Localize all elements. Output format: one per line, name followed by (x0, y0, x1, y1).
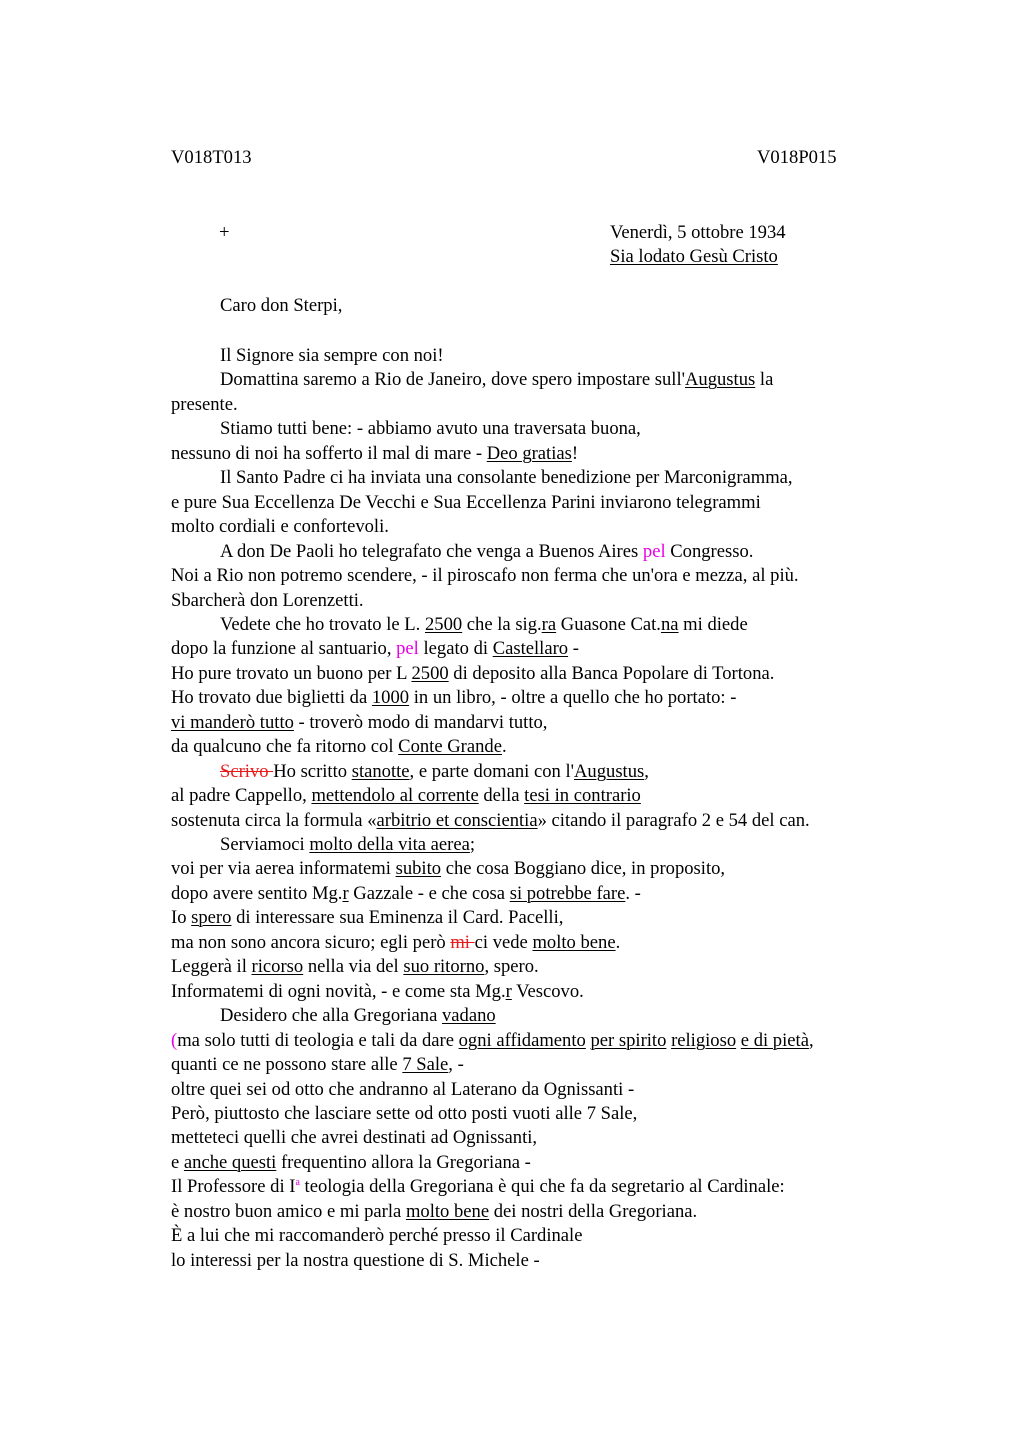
underlined-text: 1000 (371, 687, 410, 709)
underlined-text: vadano (441, 1005, 496, 1027)
text-segment: la (755, 369, 774, 391)
text-segment: oltre quei sei od otto che andranno al Laterano da Ognissanti - (171, 1078, 635, 1100)
letter-line (171, 1151, 531, 1175)
underlined-text: 2500 (424, 613, 463, 635)
letter-line (171, 980, 584, 1004)
text-segment: a (295, 1177, 300, 1189)
text-segment: ( (171, 1029, 178, 1051)
letter-line (171, 955, 539, 979)
underlined-text: suo ritorno (403, 956, 485, 978)
letter-line (171, 882, 641, 906)
text-segment: legato di (418, 638, 493, 660)
letter-line (171, 1175, 785, 1199)
text-segment: al padre Cappello, (171, 785, 312, 807)
text-segment: mi diede (678, 613, 748, 635)
underlined-text: e di pietà (740, 1029, 809, 1051)
letter-line (171, 1249, 540, 1273)
underlined-text: Castellaro (492, 638, 569, 660)
letter-line (220, 368, 773, 392)
letter-line (171, 393, 238, 417)
text-segment: e pure Sua Eccellenza De Vecchi e Sua Eccellenza Parini inviarono telegrammi (171, 491, 761, 513)
text-segment: Guasone Cat. (556, 613, 661, 635)
letter-line (171, 1053, 464, 1077)
text-segment: dei nostri della Gregoriana. (489, 1200, 698, 1222)
text-segment: È a lui che mi raccomanderò perché presso il Cardinale (171, 1225, 583, 1247)
text-segment: in un libro, - oltre a quello che ho portato: - (409, 687, 737, 709)
underlined-text: 2500 (411, 662, 449, 684)
underlined-text: per spirito (590, 1029, 667, 1051)
letter-line (220, 760, 649, 784)
text-segment: Desidero che alla Gregoriana (220, 1005, 442, 1027)
greeting: Caro don Sterpi, (220, 295, 343, 316)
text-segment: Ho scritto (273, 760, 352, 782)
letter-line (171, 711, 547, 735)
letter-line (171, 1200, 697, 1224)
text-segment: , - (448, 1054, 464, 1076)
text-segment: Io (171, 907, 192, 929)
letter-line (171, 686, 736, 710)
underlined-text: ogni affidamento (458, 1029, 586, 1051)
text-segment: che cosa Boggiano dice, in proposito, (441, 858, 726, 880)
underlined-text: tesi in contrario (524, 785, 641, 807)
text-segment: di interessare sua Eminenza il Card. Pacelli, (231, 907, 564, 929)
letter-date: Venerdì, 5 ottobre 1934 (610, 222, 786, 243)
text-segment: , (644, 760, 649, 782)
letter-line (171, 637, 579, 661)
text-segment: . (501, 736, 507, 758)
letter-line (220, 417, 641, 441)
letter-line (220, 344, 444, 368)
text-segment: che la sig. (462, 613, 542, 635)
letter-line (220, 466, 793, 490)
document-code-left: V018T013 (171, 147, 252, 168)
underlined-text: si potrebbe fare (509, 882, 626, 904)
text-segment: molto cordiali e confortevoli. (171, 516, 389, 538)
text-segment: ma solo tutti di teologia e tali da dare (177, 1029, 459, 1051)
underlined-text: anche questi (183, 1151, 277, 1173)
text-segment: pel (642, 540, 666, 562)
letter-line (171, 589, 364, 613)
text-segment: Congresso. (665, 540, 754, 562)
text-segment: Il Signore sia sempre con noi! (220, 345, 444, 366)
cross-symbol: + (219, 222, 230, 243)
text-segment: - troverò modo di mandarvi tutto, (293, 711, 548, 733)
text-segment: quanti ce ne possono stare alle (171, 1054, 403, 1076)
text-segment: ma non sono ancora sicuro; egli però (171, 931, 451, 953)
underlined-text: vi manderò tutto (171, 711, 294, 733)
letter-line (220, 1004, 496, 1028)
text-segment: » citando il paragrafo 2 e 54 del can. (537, 809, 810, 831)
text-segment: - (568, 638, 579, 660)
text-segment: teologia della Gregoriana è qui che fa da segretario al Cardinale: (299, 1176, 785, 1198)
text-segment: Vescovo. (511, 980, 584, 1002)
underlined-text: stanotte (351, 760, 410, 782)
document-code-right: V018P015 (757, 147, 837, 168)
text-segment: Il Professore di I (171, 1176, 296, 1198)
underlined-text: spero (191, 907, 232, 929)
underlined-text: molto bene (532, 931, 616, 953)
letter-line (171, 564, 799, 588)
text-segment: Domattina saremo a Rio de Janeiro, dove spero impostare sull' (220, 369, 685, 391)
underlined-text: 7 Sale (402, 1054, 449, 1076)
underlined-text: Deo gratias (486, 442, 572, 464)
text-segment: Noi a Rio non potremo scendere, - il piroscafo non ferma che un'ora e mezza, al più. (171, 565, 799, 587)
text-segment: frequentino allora la Gregoriana - (276, 1151, 531, 1173)
text-segment: nessuno di noi ha sofferto il mal di mare - (171, 442, 487, 464)
text-segment: Informatemi di ogni novità, - e come sta Mg. (171, 980, 506, 1002)
text-segment: Leggerà il (171, 956, 252, 978)
letter-line (171, 1126, 537, 1150)
text-segment: sostenuta circa la formula « (171, 809, 377, 831)
underlined-text: subito (395, 858, 442, 880)
text-segment: pel (396, 638, 419, 660)
letter-line (171, 1029, 814, 1053)
text-segment: ; (469, 834, 476, 855)
underlined-text: molto della vita aerea (309, 834, 470, 855)
text-segment: da qualcuno che fa ritorno col (171, 736, 399, 758)
text-segment: presente. (171, 393, 238, 415)
underlined-text: Augustus (574, 760, 645, 782)
text-segment: Gazzale - e che cosa (348, 882, 510, 904)
letter-line (220, 833, 475, 857)
text-segment: di deposito alla Banca Popolare di Tortona. (448, 662, 775, 684)
text-segment: Ho trovato due biglietti da (171, 687, 372, 709)
letter-line (171, 1102, 637, 1126)
text-segment: è nostro buon amico e mi parla (171, 1200, 406, 1222)
underlined-text: r (342, 882, 349, 904)
text-segment: , spero. (484, 956, 539, 978)
letter-line (171, 1224, 582, 1248)
text-segment: nella via del (303, 956, 404, 978)
text-segment: , (808, 1029, 814, 1051)
letter-line (171, 809, 810, 833)
underlined-text: r (505, 980, 512, 1002)
text-segment: dopo avere sentito Mg. (171, 882, 343, 904)
underlined-text: molto bene (405, 1200, 490, 1222)
text-segment: . (615, 931, 621, 953)
text-segment: della (478, 785, 525, 807)
salutation-right: Sia lodato Gesù Cristo (610, 246, 778, 267)
text-segment: ci vede (474, 931, 533, 953)
struck-text: mi (450, 931, 475, 953)
letter-line (171, 491, 761, 515)
underlined-text: religioso (671, 1029, 737, 1051)
letter-line (171, 931, 620, 955)
letter-line (220, 540, 753, 564)
struck-text: Scrivo (220, 760, 274, 782)
text-segment: Vedete che ho trovato le L. (220, 613, 425, 635)
text-segment: voi per via aerea informatemi (171, 858, 396, 880)
text-segment: dopo la funzione al santuario, (171, 638, 397, 660)
text-segment: A don De Paoli ho telegrafato che venga a Buenos Aires (220, 540, 643, 562)
letter-line (171, 735, 507, 759)
text-segment: ! (571, 442, 579, 464)
letter-line (171, 1078, 634, 1102)
underlined-text: na (660, 613, 679, 635)
letter-line (220, 613, 748, 637)
letter-line (171, 784, 641, 808)
text-segment: lo interessi per la nostra questione di S. Michele - (171, 1249, 540, 1271)
underlined-text: mettendolo al corrente (311, 785, 479, 807)
letter-line (171, 662, 774, 686)
text-segment: . - (625, 882, 641, 904)
text-segment: Ho pure trovato un buono per L (171, 662, 412, 684)
text-segment: Serviamoci (220, 834, 310, 855)
text-segment: metteteci quelli che avrei destinati ad Ognissanti, (171, 1127, 538, 1149)
underlined-text: Augustus (684, 369, 756, 391)
underlined-text: arbitrio et conscientia (376, 809, 538, 831)
text-segment: e (171, 1151, 184, 1173)
letter-line (171, 906, 563, 930)
text-segment: , e parte domani con l' (409, 760, 574, 782)
letter-line (171, 442, 578, 466)
text-segment: Sbarcherà don Lorenzetti. (171, 589, 364, 611)
text-segment: Però, piuttosto che lasciare sette od otto posti vuoti alle 7 Sale, (171, 1102, 638, 1124)
text-segment: Stiamo tutti bene: - abbiamo avuto una traversata buona, (220, 418, 641, 440)
text-segment: Il Santo Padre ci ha inviata una consolante benedizione per Marconigramma, (220, 467, 793, 489)
letter-line (171, 857, 725, 881)
underlined-text: ricorso (251, 956, 304, 978)
letter-line (171, 515, 389, 539)
underlined-text: Conte Grande (398, 736, 502, 758)
underlined-text: ra (541, 613, 557, 635)
